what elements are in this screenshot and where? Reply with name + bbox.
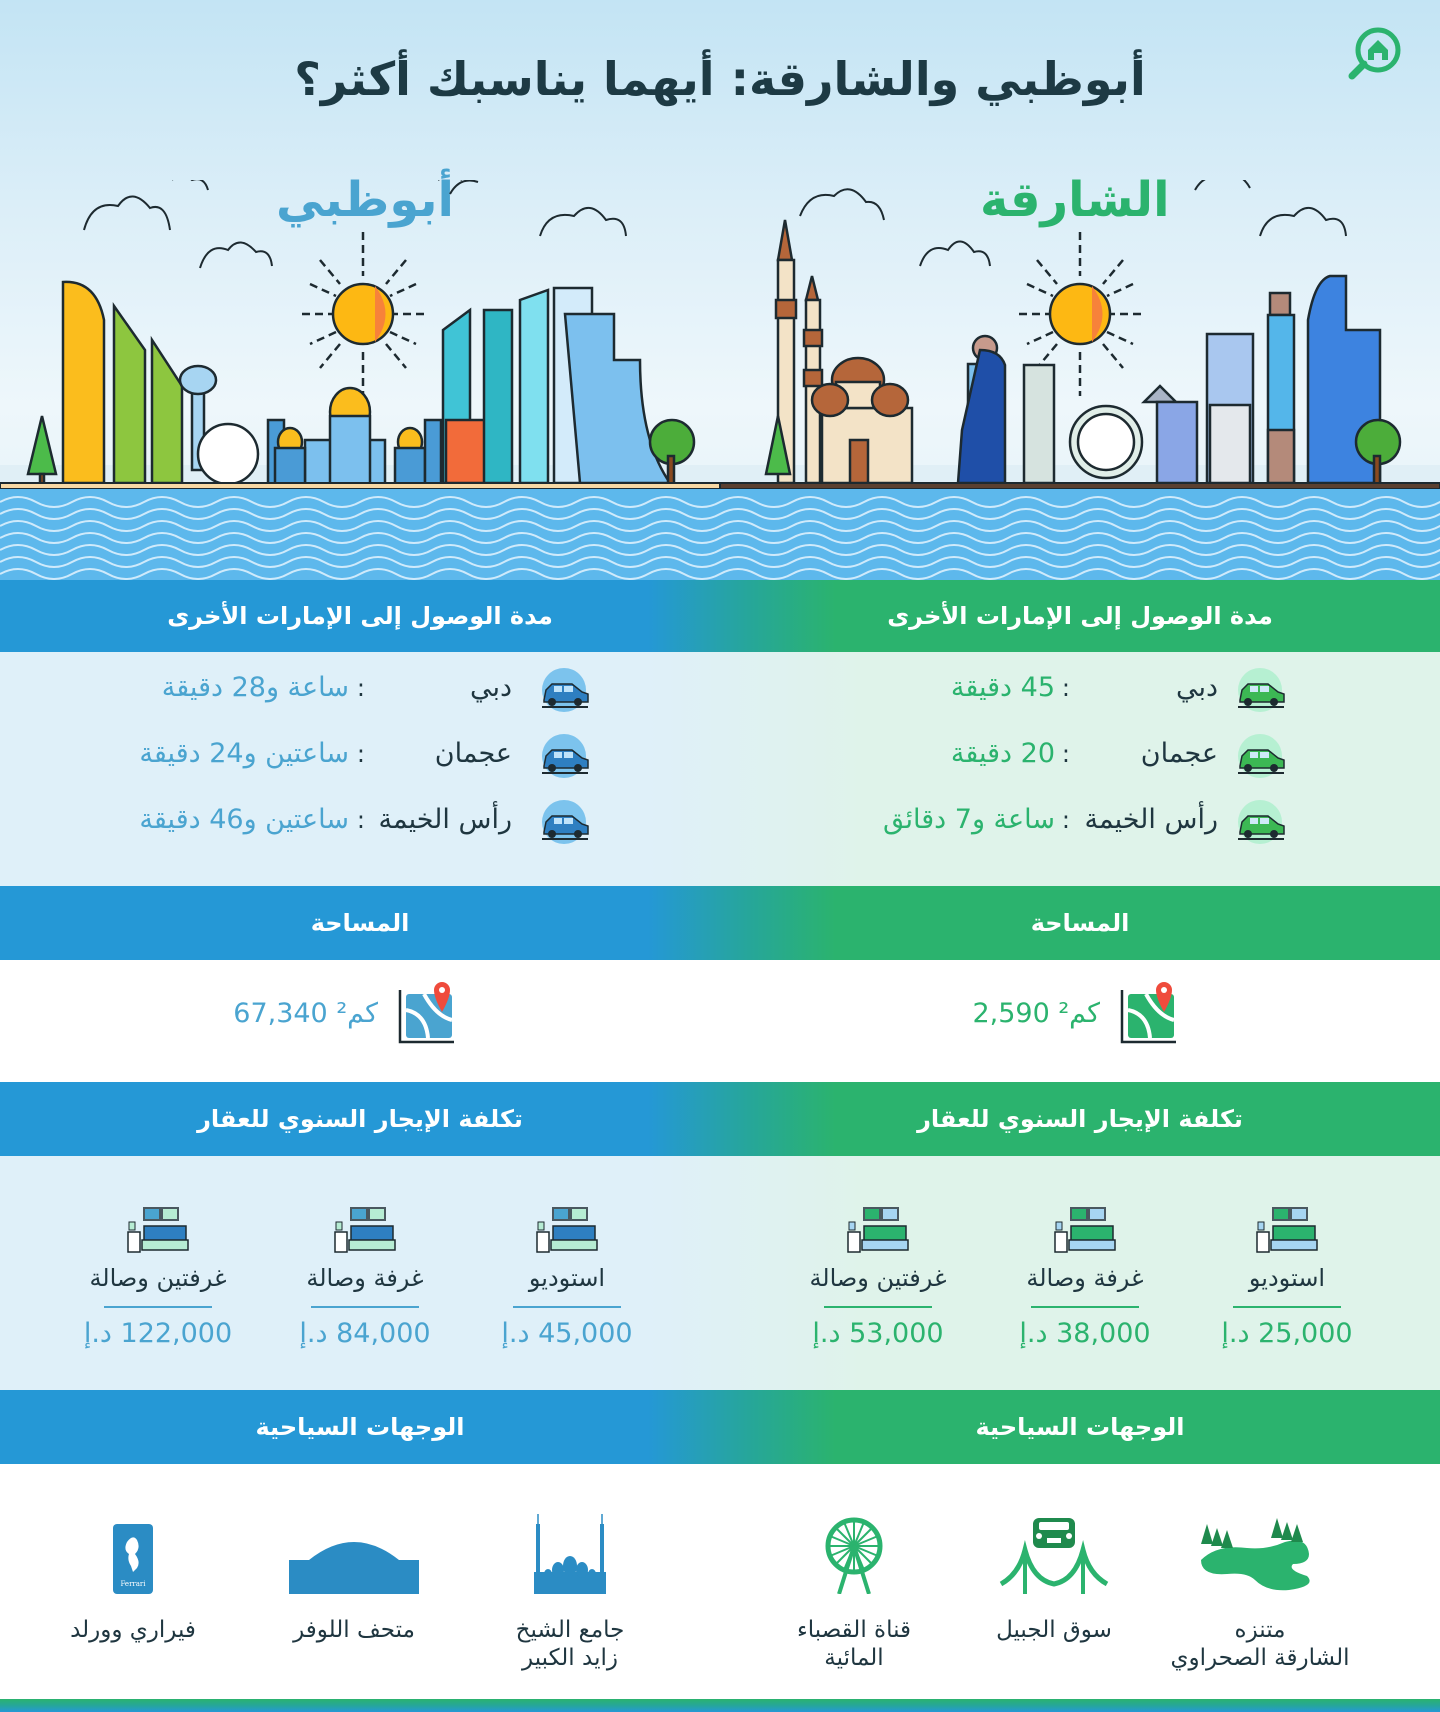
rent-title-sharjah: تكلفة الإيجار السنوي للعقار	[917, 1105, 1243, 1133]
grand-mosque-icon	[530, 1514, 610, 1594]
rent-type: غرفتين وصالة	[89, 1264, 227, 1292]
separator: :	[1061, 740, 1070, 768]
area-panel	[0, 960, 1440, 1080]
destination-card	[254, 1514, 454, 1644]
sun-icon	[302, 232, 424, 396]
car-icon	[1232, 734, 1288, 784]
car-icon	[1232, 800, 1288, 850]
rent-card	[83, 1206, 233, 1349]
area-sharjah	[720, 960, 1440, 1080]
rent-type: غرفة وصالة	[306, 1264, 424, 1292]
rent-type: استوديو	[528, 1264, 606, 1292]
footer-bar	[0, 1699, 1440, 1712]
car-icon	[1232, 668, 1288, 718]
page-title: أبوظبي والشارقة: أيهما يناسبك أكثر؟	[294, 52, 1146, 106]
destination-label: متنزه الشارقة الصحراوي	[1170, 1617, 1350, 1671]
area-title-sharjah: المساحة	[1030, 909, 1130, 937]
travel-duration: 20 دقيقة	[950, 738, 1055, 769]
section-header-travel	[0, 580, 1440, 652]
destination-card	[1160, 1514, 1360, 1672]
rent-card	[492, 1206, 642, 1349]
section-header-area	[0, 886, 1440, 960]
divider	[104, 1306, 212, 1308]
bedroom-icon	[535, 1206, 599, 1256]
separator: :	[1061, 806, 1070, 834]
destination-card	[954, 1514, 1154, 1644]
car-icon	[536, 668, 592, 718]
destination-card	[754, 1514, 954, 1672]
area-title-abu-dhabi: المساحة	[310, 909, 410, 937]
destination-label: جامع الشيخ زايد الكبير	[515, 1617, 625, 1671]
tourism-title-abu-dhabi: الوجهات السياحية	[255, 1413, 465, 1441]
tourism-title-sharjah: الوجهات السياحية	[975, 1413, 1185, 1441]
destination-card	[33, 1514, 233, 1644]
divider	[824, 1306, 932, 1308]
divider	[1233, 1306, 1341, 1308]
rent-type: غرفة وصالة	[1026, 1264, 1144, 1292]
travel-title-abu-dhabi: مدة الوصول إلى الإمارات الأخرى	[167, 602, 553, 630]
tourism-abu-dhabi	[0, 1464, 720, 1699]
divider	[513, 1306, 621, 1308]
separator: :	[356, 740, 365, 768]
bedroom-icon	[846, 1206, 910, 1256]
car-icon	[536, 734, 592, 784]
rent-price: 38,000 د.إ	[1019, 1318, 1151, 1349]
home-search-icon	[1334, 22, 1414, 82]
separator: :	[1061, 674, 1070, 702]
hero-skyline	[0, 0, 1440, 580]
map-pin-icon	[396, 980, 456, 1050]
travel-abu-dhabi	[0, 652, 720, 886]
rent-type: استوديو	[1248, 1264, 1326, 1292]
travel-duration: ساعة و7 دقائق	[882, 804, 1055, 835]
destination-label: متحف اللوفر	[293, 1617, 415, 1643]
destination-label: فيراري وورلد	[70, 1617, 196, 1643]
car-icon	[536, 800, 592, 850]
rent-price: 53,000 د.إ	[812, 1318, 944, 1349]
rent-sharjah	[720, 1156, 1440, 1390]
divider	[1031, 1306, 1139, 1308]
rent-abu-dhabi	[0, 1156, 720, 1390]
destination-name: دبي	[469, 672, 512, 703]
rent-card	[290, 1206, 440, 1349]
area-abu-dhabi	[0, 960, 720, 1080]
travel-duration: ساعتين و46 دقيقة	[139, 804, 349, 835]
bedroom-icon	[333, 1206, 397, 1256]
rent-panel	[0, 1156, 1440, 1390]
travel-duration: 45 دقيقة	[950, 672, 1055, 703]
ferris-wheel-icon	[819, 1514, 889, 1594]
destination-name: رأس الخيمة	[378, 804, 512, 835]
bedroom-icon	[1053, 1206, 1117, 1256]
destination-card	[470, 1514, 670, 1672]
destination-label: سوق الجبيل	[996, 1617, 1112, 1643]
destination-name: رأس الخيمة	[1084, 804, 1218, 835]
destination-name: عجمان	[434, 738, 512, 769]
rent-price: 122,000 د.إ	[83, 1318, 233, 1349]
section-header-rent	[0, 1082, 1440, 1156]
rent-card	[1010, 1206, 1160, 1349]
rent-price: 45,000 د.إ	[501, 1318, 633, 1349]
travel-panel	[0, 652, 1440, 886]
area-value: 67,340 كم²	[233, 998, 378, 1029]
city-skyline-illustration	[0, 180, 1440, 580]
separator: :	[356, 674, 365, 702]
destination-name: عجمان	[1140, 738, 1218, 769]
separator: :	[356, 806, 365, 834]
destination-label: قناة القصباء المائية	[796, 1617, 912, 1671]
louvre-dome-icon	[289, 1514, 419, 1594]
park-icon	[1197, 1514, 1323, 1594]
svg-text:Ferrari: Ferrari	[120, 1580, 146, 1588]
destination-name: دبي	[1175, 672, 1218, 703]
city-name-sharjah: الشارقة	[980, 172, 1170, 228]
travel-duration: ساعتين و24 دقيقة	[139, 738, 349, 769]
section-header-tourism	[0, 1390, 1440, 1464]
tourism-sharjah	[720, 1464, 1440, 1699]
bedroom-icon	[126, 1206, 190, 1256]
rent-card	[803, 1206, 953, 1349]
rent-price: 84,000 د.إ	[299, 1318, 431, 1349]
rent-type: غرفتين وصالة	[809, 1264, 947, 1292]
divider	[311, 1306, 419, 1308]
bedroom-icon	[1255, 1206, 1319, 1256]
bridge-car-icon	[999, 1514, 1109, 1594]
cloud-icon	[84, 180, 1346, 268]
city-name-abu-dhabi: أبوظبي	[276, 172, 454, 228]
travel-duration: ساعة و28 دقيقة	[161, 672, 349, 703]
tourism-panel	[0, 1464, 1440, 1699]
ferrari-logo-icon	[111, 1514, 155, 1594]
rent-card	[1212, 1206, 1362, 1349]
rent-price: 25,000 د.إ	[1221, 1318, 1353, 1349]
rent-title-abu-dhabi: تكلفة الإيجار السنوي للعقار	[197, 1105, 523, 1133]
map-pin-icon	[1118, 980, 1178, 1050]
travel-sharjah	[720, 652, 1440, 886]
area-value: 2,590 كم²	[972, 998, 1100, 1029]
travel-title-sharjah: مدة الوصول إلى الإمارات الأخرى	[887, 602, 1273, 630]
